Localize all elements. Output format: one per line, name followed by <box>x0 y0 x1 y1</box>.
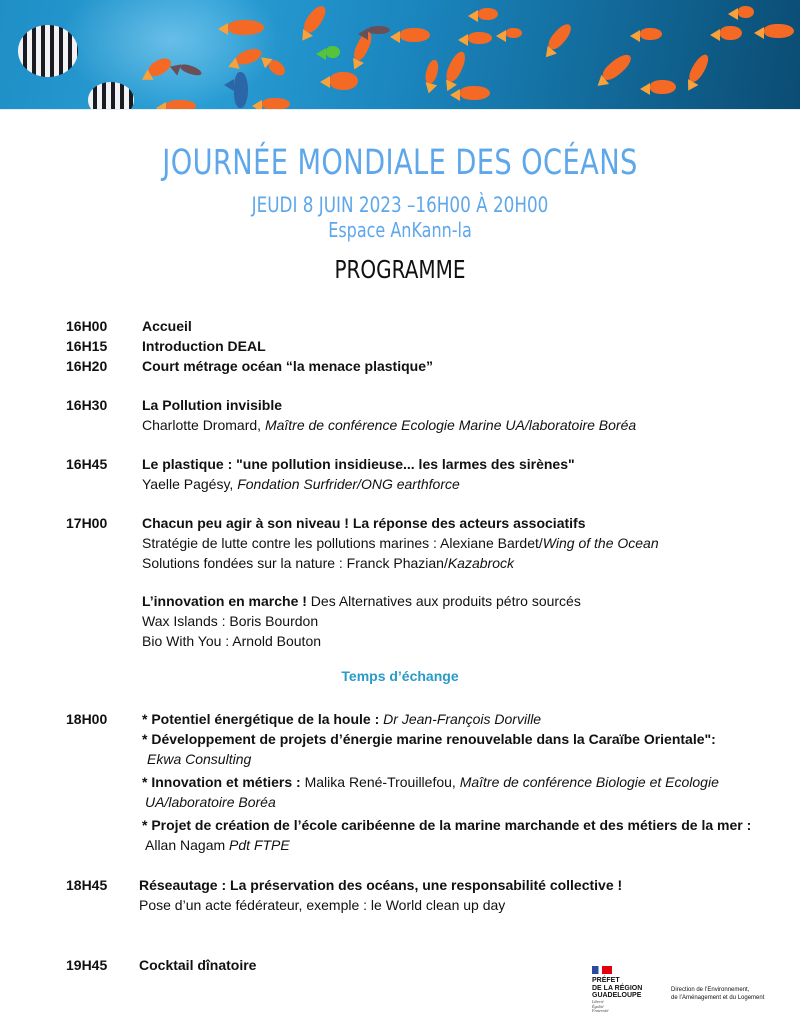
schedule-time: 17H00 <box>66 515 108 531</box>
talk-title: * Potentiel énergétique de la houle : <box>142 711 380 727</box>
schedule-title: Court métrage océan “la menace plastique” <box>142 358 433 374</box>
schedule-title: Cocktail dînatoire <box>139 957 257 973</box>
page-title: JOURNÉE MONDIALE DES OCÉANS <box>162 143 638 183</box>
prefet-text <box>592 977 642 1000</box>
blue-fish <box>234 72 248 108</box>
striped-fish <box>88 82 134 110</box>
orange-fish <box>506 28 522 38</box>
orange-fish <box>686 52 711 84</box>
schedule-title: Le plastique : "une pollution insidieuse... les larmes des sirènes" <box>142 456 575 472</box>
direction-line: Direction de l’Environnement, <box>671 987 750 993</box>
orange-fish <box>468 32 492 44</box>
small-fish <box>368 26 390 34</box>
schedule-title: Accueil <box>142 318 192 334</box>
french-flag-icon <box>592 966 612 974</box>
talk-speaker-role: UA/laboratoire Boréa <box>145 794 276 810</box>
orange-fish <box>738 6 754 18</box>
schedule-title: Introduction DEAL <box>142 338 266 354</box>
orange-fish <box>301 3 330 36</box>
detail-line: Pose d’un acte fédérateur, exemple : le World clean up day <box>139 897 506 913</box>
schedule-time: 16H30 <box>66 397 108 413</box>
motto-line: Égalité <box>592 1003 604 1009</box>
orange-fish <box>650 80 676 94</box>
prefet-line: PRÉFET <box>592 977 620 984</box>
innovation-title: L’innovation en marche ! <box>142 593 307 609</box>
green-fish <box>326 46 340 58</box>
innovation-line: Bio With You : Arnold Bouton <box>142 633 322 649</box>
orange-fish <box>424 58 441 84</box>
programme-heading: PROGRAMME <box>334 255 466 284</box>
ocean-banner-image <box>0 0 800 110</box>
schedule-time: 16H45 <box>66 456 108 472</box>
organization: Wing of the Ocean <box>542 535 659 551</box>
orange-fish <box>478 8 498 20</box>
prefecture-logo <box>592 966 792 1016</box>
organization: Kazabrock <box>447 555 514 571</box>
republic-motto <box>592 1000 608 1014</box>
schedule-time: 19H45 <box>66 957 108 973</box>
innovation-line: Wax Islands : Boris Bourdon <box>142 613 319 629</box>
detail-text: Stratégie de lutte contre les pollutions marines : Alexiane Bardet/ <box>142 535 543 551</box>
prefet-line: DE LA RÉGION <box>592 984 643 992</box>
talk <box>142 709 541 729</box>
schedule-title: Chacun peu agir à son niveau ! La réponse des acteurs associatifs <box>142 515 586 531</box>
talk-title: * Projet de création de l’école caribéenne de la marine marchande et des métiers de la mer : <box>142 817 752 833</box>
talk <box>145 835 290 855</box>
innovation-text: Des Alternatives aux produits pétro sourcés <box>306 593 581 609</box>
motto-line: Fraternité <box>592 1008 609 1013</box>
speaker-role: Maître de conférence Ecologie Marine UA/laboratoire Boréa <box>264 417 637 433</box>
talk-speaker: Malika René-Trouillefou, <box>300 774 460 790</box>
talk-speaker: Dr Jean-François Dorville <box>383 711 542 727</box>
talk-title: * Innovation et métiers : <box>142 774 301 790</box>
orange-fish <box>400 28 430 42</box>
orange-fish <box>640 28 662 40</box>
orange-fish <box>443 49 468 83</box>
schedule-time: 18H45 <box>66 877 108 893</box>
prefet-line: GUADELOUPE <box>592 992 642 999</box>
orange-fish <box>460 86 490 100</box>
speaker-name: Yaelle Pagésy, <box>142 476 238 492</box>
motto-line: Liberté <box>592 999 604 1004</box>
break-label: Temps d’échange <box>341 668 459 684</box>
talk-speaker-role: Pdt FTPE <box>229 837 290 853</box>
orange-fish <box>545 21 574 52</box>
schedule-time: 16H15 <box>66 338 108 354</box>
banner-divider <box>0 109 800 110</box>
speaker-role: Fondation Surfrider/ONG earthforce <box>237 476 460 492</box>
event-date-time: JEUDI 8 JUIN 2023 –16H00 À 20H00 <box>251 193 549 217</box>
schedule-title: Réseautage : La préservation des océans, une responsabilité collective ! <box>139 877 623 893</box>
direction-line: de l’Aménagement et du Logement <box>671 995 765 1001</box>
striped-fish <box>18 25 78 77</box>
schedule-title: La Pollution invisible <box>142 397 283 413</box>
detail-line <box>142 553 514 573</box>
orange-fish <box>228 20 264 35</box>
detail-text: Solutions fondées sur la nature : Franck Phazian/ <box>142 555 448 571</box>
event-venue: Espace AnKann-la <box>328 218 472 242</box>
orange-fish <box>266 58 288 79</box>
schedule-time: 16H20 <box>66 358 108 374</box>
talk-title: * Développement de projets d’énergie marine renouvelable dans la Caraïbe Orientale": <box>142 731 716 747</box>
speaker-name: Charlotte Dromard, <box>142 417 265 433</box>
orange-fish <box>720 26 742 40</box>
talk-speaker: Ekwa Consulting <box>147 751 252 767</box>
schedule-time: 18H00 <box>66 711 108 727</box>
orange-fish <box>330 72 358 90</box>
deal-direction-text <box>671 986 764 1002</box>
schedule-time: 16H00 <box>66 318 108 334</box>
orange-fish <box>599 51 634 84</box>
innovation-heading <box>142 591 581 611</box>
talk <box>142 772 719 792</box>
speaker-line <box>142 415 636 435</box>
speaker-line <box>142 474 460 494</box>
talk-speaker-role: Maître de conférence Biologie et Ecologie <box>459 774 719 790</box>
talk-speaker: Allan Nagam <box>145 837 230 853</box>
detail-line <box>142 533 659 553</box>
orange-fish <box>764 24 794 38</box>
